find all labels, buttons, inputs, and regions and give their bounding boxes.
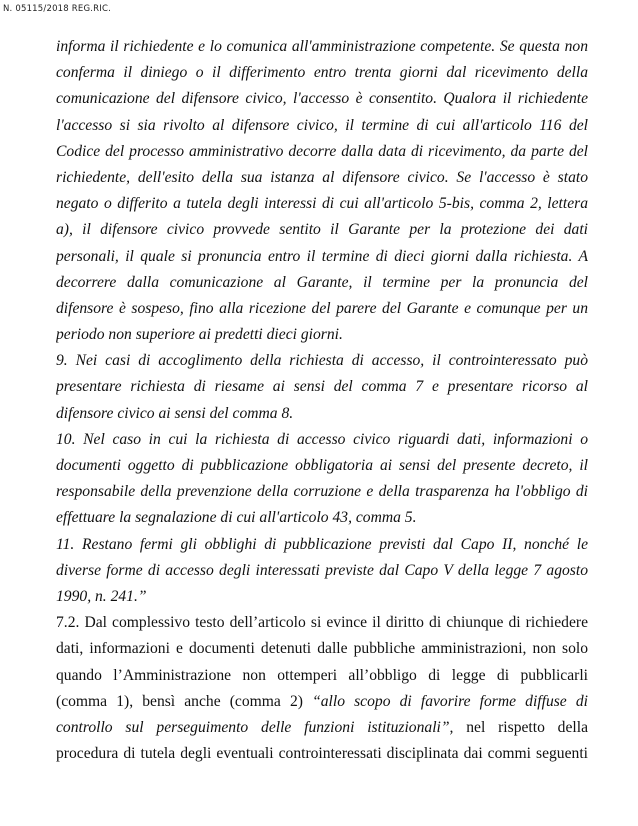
text-segment: difensore è sospeso, fino alla ricezione del parere del Garante e comunque per un	[56, 299, 588, 317]
text-segment: controllo sul perseguimento delle funzioni istituzionali”,	[56, 718, 454, 736]
text-line	[56, 427, 588, 453]
text-segment: (comma 1), bensì anche (comma 2)	[56, 692, 313, 710]
text-line	[56, 689, 588, 715]
text-line	[56, 610, 588, 636]
text-line	[56, 113, 588, 139]
text-line	[56, 217, 588, 243]
text-segment: 1990, n. 241.”	[56, 587, 147, 605]
text-line	[56, 191, 588, 217]
text-line	[56, 479, 588, 505]
text-segment: periodo non superiore ai predetti dieci giorni.	[56, 326, 343, 344]
text-segment: presentare richiesta di riesame ai sensi del comma 7 e presentare ricorso al	[56, 378, 588, 396]
text-segment: nel rispetto della	[453, 718, 588, 736]
text-line	[56, 139, 588, 165]
text-line	[56, 505, 588, 531]
text-line	[56, 584, 588, 610]
text-segment: a), il difensore civico provvede sentito il Garante per la protezione dei dati	[56, 221, 588, 239]
text-line	[56, 374, 588, 400]
text-segment: comunicazione del difensore civico, l'accesso è consentito. Qualora il richiedente	[56, 90, 588, 108]
document-reference-number: N. 05115/2018 REG.RIC.	[3, 4, 112, 14]
text-line	[56, 86, 588, 112]
text-segment: effettuare la segnalazione di cui all'articolo 43, comma 5.	[56, 509, 417, 527]
text-segment: 9. Nei casi di accoglimento della richiesta di accesso, il controinteressato può	[56, 352, 588, 370]
text-segment: “allo scopo di favorire forme diffuse di	[312, 692, 588, 710]
text-line	[56, 322, 588, 348]
text-line	[56, 401, 588, 427]
text-segment: informa il richiedente e lo comunica all'amministrazione competente. Se questa non	[56, 38, 588, 55]
text-line	[56, 558, 588, 584]
text-segment: diverse forme di accesso degli interessati previste dal Capo V della legge 7 agosto	[56, 561, 588, 579]
text-line	[56, 348, 588, 374]
text-line	[56, 296, 588, 322]
text-line	[56, 244, 588, 270]
text-line	[56, 453, 588, 479]
text-line	[56, 636, 588, 662]
document-body	[56, 34, 588, 767]
text-segment: documenti oggetto di pubblicazione obbligatoria ai sensi del presente decreto, il	[56, 457, 588, 474]
text-line	[56, 532, 588, 558]
text-segment: conferma il diniego o il differimento entro trenta giorni dal ricevimento della	[56, 64, 588, 82]
text-segment: difensore civico ai sensi del comma 8.	[56, 404, 294, 422]
text-segment: dati, informazioni e documenti detenuti dalle pubbliche amministrazioni, non solo	[56, 640, 588, 658]
text-segment: richiedente, dell'esito della sua istanza al difensore civico. Se l'accesso è stato	[56, 168, 588, 186]
text-segment: Codice del processo amministrativo decorre dalla data di ricevimento, da parte del	[56, 142, 588, 160]
text-segment: responsabile della prevenzione della corruzione e della trasparenza ha l'obbligo di	[56, 483, 588, 501]
text-line	[56, 741, 588, 767]
text-segment: procedura di tutela degli eventuali controinteressati disciplinata dai commi seguenti	[56, 745, 588, 763]
text-segment: decorrere dalla comunicazione al Garante, il termine per la pronuncia del	[56, 273, 588, 291]
text-segment: quando l’Amministrazione non ottemperi all’obbligo di legge di pubblicarli	[56, 666, 588, 684]
text-segment: l'accesso si sia rivolto al difensore civico, il termine di cui all'articolo 116 del	[56, 116, 588, 134]
text-line	[56, 34, 588, 60]
text-line	[56, 165, 588, 191]
text-line	[56, 60, 588, 86]
text-line	[56, 715, 588, 741]
text-segment: 7.2. Dal complessivo testo dell’articolo si evince il diritto di chiunque di richiedere	[56, 614, 588, 632]
text-line	[56, 663, 588, 689]
text-segment: personali, il quale si pronuncia entro il termine di dieci giorni dalla richiesta. A	[56, 247, 588, 265]
text-segment: 11. Restano fermi gli obblighi di pubblicazione previsti dal Capo II, nonché le	[56, 535, 588, 553]
text-segment: negato o differito a tutela degli interessi di cui all'articolo 5-bis, comma 2, lettera	[56, 195, 588, 213]
text-segment: 10. Nel caso in cui la richiesta di accesso civico riguardi dati, informazioni o	[56, 430, 588, 448]
text-line	[56, 270, 588, 296]
